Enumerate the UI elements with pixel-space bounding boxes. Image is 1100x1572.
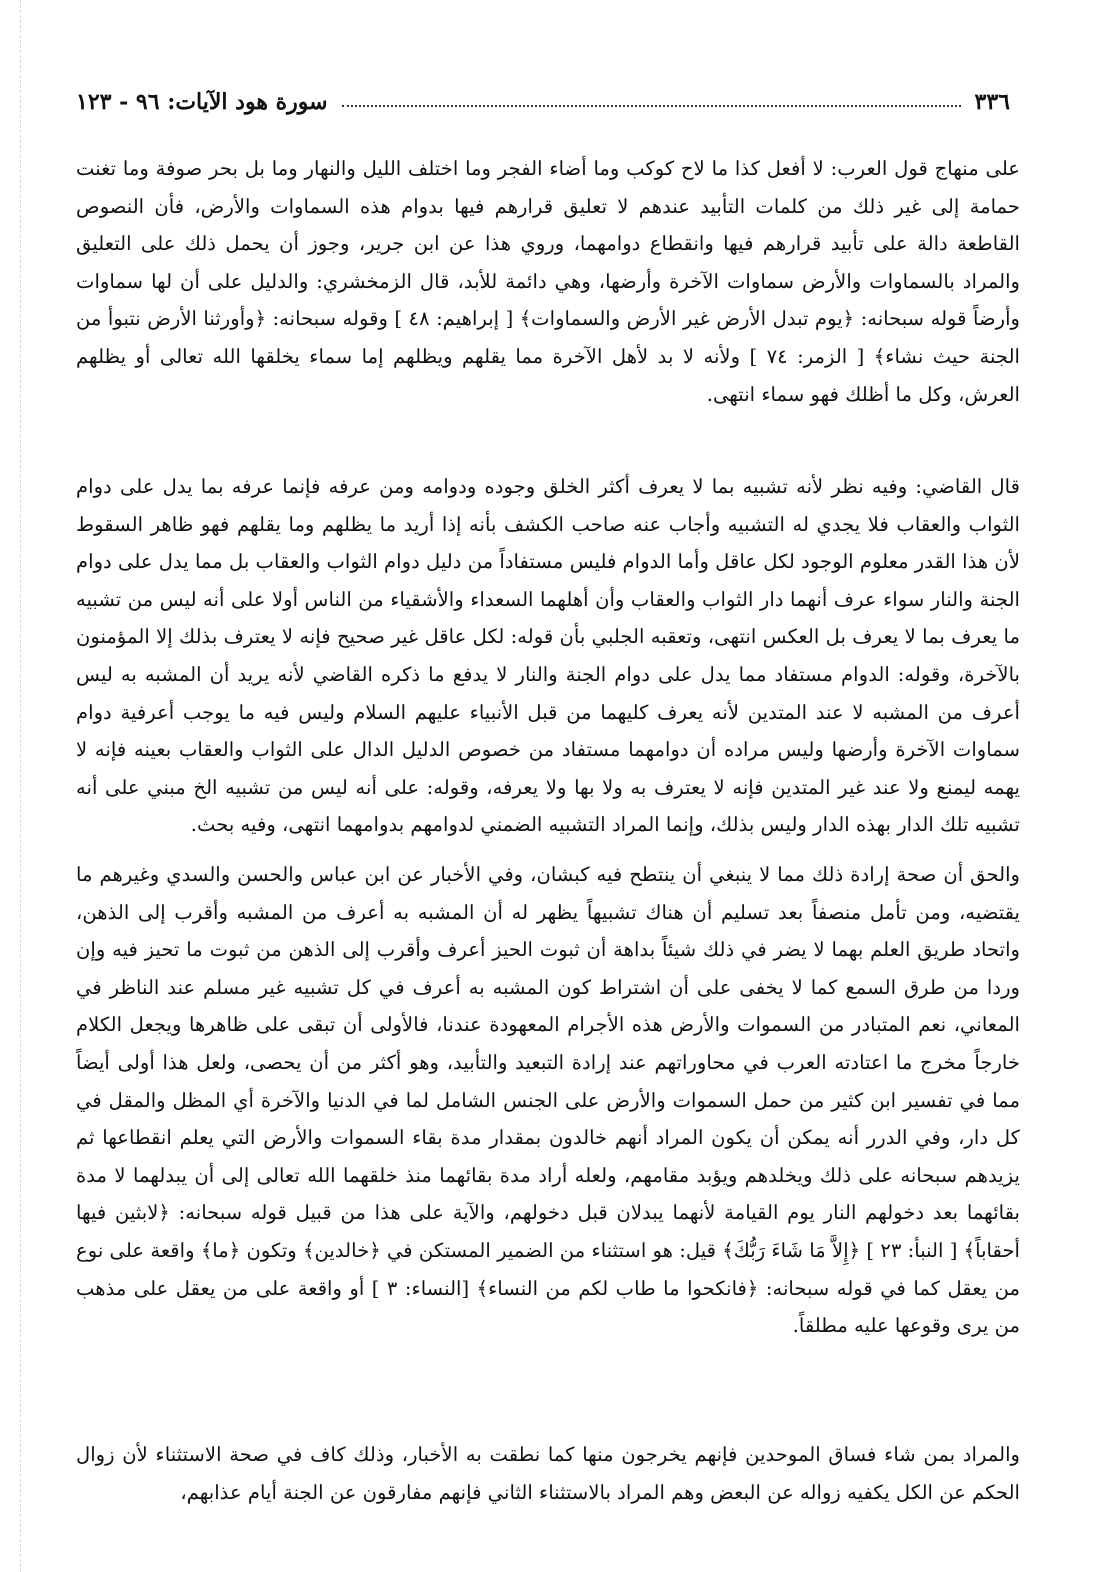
header-dot-leader — [342, 105, 961, 107]
paragraph-text: والمراد بمن شاء فساق الموحدين فإنهم يخرجون منها كما نطقت به الأخبار، وذلك كاف في صحة الاستثناء لأن زوال الحكم عن الكل يكفيه زواله عن البعض وهم المراد بالاستثناء الثاني فإنهم مفارقون عن الجنة أيام عذابهم، — [76, 1443, 1020, 1504]
paragraph-text: والحق أن صحة إرادة ذلك مما لا ينبغي أن ينتطح فيه كبشان، وفي الأخبار عن ابن عباس والحسن والسدي وغيرهم ما يقتضيه، ومن تأمل منصفاً بعد تسليم أن هناك تشبيهاً يظهر له أن المشبه به أعرف من المشبه وأقرب إلى الذهن، واتحاد طريق العلم بهما لا يضر في ذلك شيئاً بداهة أن ثبوت الحيز أعرف وأقرب إلى الذهن من ثبوت ما تحيز فيه وإن وردا من طرق السمع كما لا يخفى على أن اشتراط كون المشبه به أعرف في كل تشبيه غير مسلم عند الناظر في المعاني، نعم المتبادر من السموات والأرض هذه الأجرام المعهودة عندنا، فالأولى أن تبقى على ظاهرها ويجعل الكلام خارجاً مخرج ما اعتادته العرب في محاوراتهم عند إرادة التبعيد والتأبيد، وهو أكثر من أن يحصى، ولعل هذا أولى أيضاً مما في تفسير ابن كثير من حمل السموات والأرض على الجنس الشامل لما في الدنيا والآخرة أي المظل والمقل في كل دار، وفي الدرر أنه يمكن أن يكون المراد أنهم خالدون بمقدار مدة بقاء السموات والأرض التي يعلم انقطاعها ثم يزيدهم سبحانه على ذلك ويخلدهم ويؤبد مقامهم، ولعله أراد مدة بقائهما منذ خلقهما الله تعالى إلى أن يبدلهما لا مدة بقائهما بعد دخولهم النار يوم القيامة لأنهما يبدلان قبل دخولهم، والآية على هذا من قبيل قوله سبحانه: ﴿لابثين فيها أحقاباً﴾ [ النبأ: ٢٣ ] ﴿إِلاَّ مَا شَاءَ رَبُّكَ﴾ قيل: هو استثناء من الضمير المستكن في ﴿خالدين﴾ وتكون ﴿ما﴾ واقعة على نوع من يعقل كما في قوله سبحانه: ﴿فانكحوا ما طاب لكم من النساء﴾ [النساء: ٣ ] أو واقعة على من يعقل على مذهب من يرى وقوعها عليه مطلقاً. — [76, 863, 1021, 1338]
paragraph-4 — [76, 1436, 1020, 1511]
page-number: ٣٣٦ — [974, 89, 1010, 115]
running-title: سورة هود الآيات: ٩٦ - ١٢٣ — [76, 89, 328, 115]
scan-margin-line — [20, 0, 21, 1572]
paragraph-2 — [76, 468, 1020, 844]
paragraph-text: على منهاج قول العرب: لا أفعل كذا ما لاح كوكب وما أضاء الفجر وما اختلف الليل والنهار وما بل بحر صوفة وما تغنت حمامة إلى غير ذلك من كلمات التأبيد عندهم لا تعليق قرارهم فيها بدوام هذه السماوات والأرض، فأن النصوص القاطعة دالة على تأبيد قرارهم فيها وانقطاع دوامهما، وروي هذا عن ابن جرير، وجوز أن يحمل ذلك على التعليق والمراد بالسماوات والأرض سماوات الآخرة وأرضها، وهي دائمة للأبد، قال الزمخشري: والدليل على أن لها سماوات وأرضاً قوله سبحانه: ﴿يوم تبدل الأرض غير الأرض والسماوات﴾ [ إبراهيم: ٤٨ ] وقوله سبحانه: ﴿وأورثنا الأرض نتبوأ من الجنة حيث نشاء﴾ [ الزمر: ٧٤ ] ولأنه لا بد لأهل الآخرة مما يقلهم ويظلهم إما سماء يخلقها الله تعالى أو يظلهم العرش، وكل ما أظلك فهو سماء انتهى. — [76, 157, 1020, 406]
paragraph-3 — [76, 856, 1020, 1345]
paragraph-1 — [76, 150, 1020, 413]
paragraph-text: قال القاضي: وفيه نظر لأنه تشبيه بما لا يعرف أكثر الخلق وجوده ودوامه ومن عرفه فإنما عرفه بما يدل على دوام الثواب والعقاب فلا يجدي له التشبيه وأجاب عنه صاحب الكشف بأنه إذا أريد ما يظلهم وما يقلهم فهو ظاهر السقوط لأن هذا القدر معلوم الوجود لكل عاقل وأما الدوام فليس مستفاداً من دليل دوام الثواب والعقاب بل مما يدل على دوام الجنة والنار سواء عرف أنهما دار الثواب والعقاب وأن أهلهما السعداء والأشقياء من الناس أولا على أنه ليس من تشبيه ما يعرف بما لا يعرف بل العكس انتهى، وتعقبه الجلبي بأن قوله: لكل عاقل غير صحيح فإنه لا يعترف بذلك إلا المؤمنون بالآخرة، وقوله: الدوام مستفاد مما يدل على دوام الجنة والنار لا يدفع ما ذكره القاضي لأنه يريد أن المشبه به ليس أعرف من المشبه لا عند المتدين لأنه يعرف كليهما من قبل الأنبياء عليهم السلام وليس فيه ما يوجب أعرفية دوام سماوات الآخرة وأرضها وليس مراده أن دوامهما مستفاد من خصوص الدليل الدال على الثواب والعقاب بعينه فإنه لا يهمه ليمنع ولا عند غير المتدين فإنه لا يعترف به ولا بها ولا يعرفه، وقوله: على أنه ليس من تشبيه الخ مبني على أنه تشبيه تلك الدار بهذه الدار وليس بذلك، وإنما المراد التشبيه الضمني لدوامهم بدوامهما انتهى، وفيه بحث. — [76, 475, 1021, 837]
page-header — [76, 82, 1010, 122]
